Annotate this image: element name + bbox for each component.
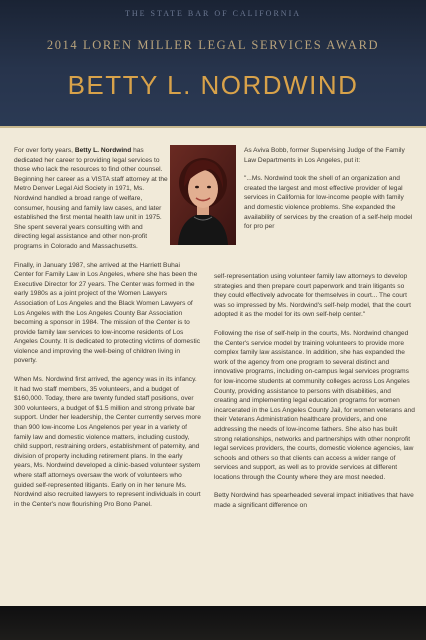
right-column-top bbox=[244, 146, 416, 241]
intro-text-start: For over forty years, bbox=[14, 147, 75, 154]
judge-quote-top: "...Ms. Nordwind took the shell of an organization and created the largest and most effective provider of legal services in California for low-income people with family and domestic violence problems. She expanded the availability of services by the creation of a self-help model for pro per bbox=[244, 175, 413, 231]
portrait-photo bbox=[170, 145, 236, 245]
honoree-name: BETTY L. NORDWIND bbox=[67, 70, 359, 100]
award-banner bbox=[0, 0, 426, 126]
award-title: 2014 LOREN MILLER LEGAL SERVICES AWARD bbox=[46, 38, 380, 52]
floor-shadow bbox=[0, 606, 426, 640]
organization-line: THE STATE BAR OF CALIFORNIA bbox=[124, 9, 302, 18]
center-paragraph: Finally, in January 1987, she arrived at the Harriett Buhai Center for Family Law in Los Angeles, where she has been the Executive Director for 27 years. The Center was formed in the early 1980s as a joint project of the Women Lawyers Association of Los Angeles and the Black Women Lawyers of Los Angeles with the Los Angeles County Bar Association becoming a sponsor in 1984. The mission of the Center is to provide family law services to low-income residents of Los Angeles County. It is dedicated to protecting victims of domestic violence and improving the well-being of children living in poverty. bbox=[14, 261, 201, 365]
selfhelp-paragraph: Following the rise of self-help in the courts, Ms. Nordwind changed the Center's service model by training volunteers to provide more complex family law assistance. In addition, she has expanded the work of the agency from one program to several distinct and innovative programs, including on-campus legal services programs for low-income students at community colleges across Los Angeles County, providing assistance to persons with disabilities, and creating and implementing legal education programs for women incarcerated in the Los Angeles County Jail, for women veterans and their Veterans Administration healthcare providers, and one addressing the needs of low-income fathers. She also has built strong relationships, networks and partnerships with other nonprofit legal services providers, the courts, domestic violence agencies, law schools and others so that clients can access a wider range of services and support, as well as to provide services at different locations through the County where they are most needed. bbox=[214, 329, 415, 481]
biography-panel bbox=[0, 126, 426, 608]
right-column-bottom bbox=[214, 272, 416, 520]
intro-text-rest: has dedicated her career to providing legal services to those who lack the resources to find other counsel. Beginning her career as a VISTA staff attorney at the Metro Denver Legal Aid Society in 1971, Ms. Nordwind handled a broad range of welfare, consumer, housing and family law cases, and later established the first mental health law unit in 1975. She spent several years consulting with and directing legal assistance and other non-profit programs in Colorado and Massachusetts. bbox=[14, 147, 168, 250]
honoree-name-inline: Betty L. Nordwind bbox=[74, 147, 132, 154]
impact-paragraph: Betty Nordwind has spearheaded several impact initiatives that have made a significant difference on bbox=[214, 492, 414, 510]
growth-paragraph: When Ms. Nordwind first arrived, the agency was in its infancy. It had two staff members, 35 volunteers, and a budget of $160,000. Today, there are twenty funded staff positions, over 300 volunteers, a budget of $1.5 million and strong private bar support. Under her leadership, the Center currently serves more than 900 low-income Los Angelenos per year in a variety of family law and domestic violence matters, including custody, child support, restraining orders, establishment of paternity, and division of property including retirement plans. In the early years, Ms. Nordwind developed a clinic-based volunteer system where staff attorneys oversaw the work of volunteers who guided self-represented litigants. Early on in her tenure Ms. Nordwind also recruited lawyers to represent individuals in court in the Center's now flourishing Pro Bono Panel. bbox=[14, 376, 201, 508]
portrait-image bbox=[170, 145, 236, 245]
judge-intro: As Aviva Bobb, former Supervising Judge of the Family Law Departments in Los Angeles, put it: bbox=[244, 147, 405, 164]
judge-quote-bottom: self-representation using volunteer family law attorneys to develop strategies and then prepare court paperwork and train litigants so they could effectively advocate for themselves in court... The court was so impressed by Ms. Nordwind's self-help model, that the court adopted it as the model for its own self-help center." bbox=[214, 273, 411, 319]
